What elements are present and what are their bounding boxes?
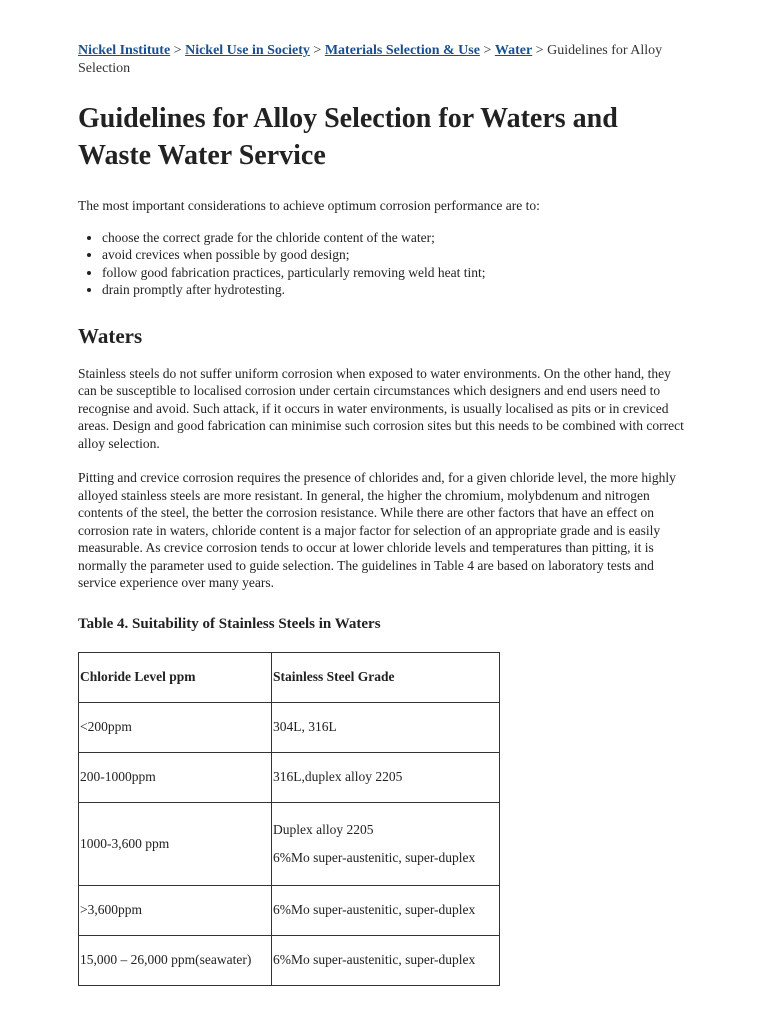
intro-text: The most important considerations to achieve optimum corrosion performance are to: xyxy=(78,198,540,213)
chloride-level-cell: >3,600ppm xyxy=(79,885,272,935)
steel-grade-cell xyxy=(272,935,500,985)
steel-grade-cell xyxy=(272,885,500,935)
table-header-cell: Stainless Steel Grade xyxy=(272,652,500,702)
table-row xyxy=(79,935,500,985)
table-row xyxy=(79,702,500,752)
breadcrumb-separator: > xyxy=(313,43,322,58)
waters-paragraph-2: Pitting and crevice corrosion requires the presence of chlorides and, for a given chloride level, the more highly alloyed stainless steels are more resistant. In general, the higher the chromium, molybdenum and nitrogen contents of the steel, the better the corrosion resistance. While there are other factors that have an effect on corrosion rate in waters, chloride content is a major factor for selection of an appropriate grade and is easily measurable. As crevice corrosion tends to occur at lower chloride levels and temperatures than pitting, it is normally the parameter used to guide selection. The guidelines in Table 4 are based on laboratory tests and service experience over many years. xyxy=(78,470,676,590)
considerations-list xyxy=(78,229,694,299)
chloride-level-cell: 200-1000ppm xyxy=(79,752,272,802)
breadcrumb-separator: > xyxy=(535,43,544,58)
steel-grade-cell xyxy=(272,802,500,885)
list-item: • follow good fabrication practices, particularly removing weld heat tint; xyxy=(102,264,694,282)
table-title: Table 4. Suitability of Stainless Steels in Waters xyxy=(78,615,381,632)
breadcrumb-separator: > xyxy=(483,43,492,58)
waters-paragraph-1: Stainless steels do not suffer uniform corrosion when exposed to water environments. On the other hand, they can be susceptible to localised corrosion under certain circumstances which designers and end users need to recognise and avoid. Such attack, if it occurs in water environments, is usually localised as pits or in creviced areas. Design and good fabrication can minimise such corrosion sites but this needs to be combined with correct alloy selection. xyxy=(78,365,684,451)
table-header-cell: Chloride Level ppm xyxy=(79,652,272,702)
list-item: • drain promptly after hydrotesting. xyxy=(102,281,694,299)
steel-grade-text: 6%Mo super-austenitic, super-duplex xyxy=(273,902,476,917)
chloride-level-cell: 1000-3,600 ppm xyxy=(79,802,272,885)
breadcrumb-link-nickel-use-in-society[interactable]: Nickel Use in Society xyxy=(185,43,310,58)
steel-grade-text: 316L,duplex alloy 2205 xyxy=(273,769,403,784)
steel-grade-text: 6%Mo super-austenitic, super-duplex xyxy=(273,952,476,967)
list-item: • choose the correct grade for the chloride content of the water; xyxy=(102,229,694,247)
table-row xyxy=(79,885,500,935)
steel-grade-text: Duplex alloy 2205 xyxy=(273,821,374,837)
page-title: Guidelines for Alloy Selection for Waters and Waste Water Service xyxy=(78,103,618,171)
chloride-level-cell: <200ppm xyxy=(79,702,272,752)
steel-grade-text: 304L, 316L xyxy=(273,719,337,734)
table-row xyxy=(79,802,500,885)
steel-grade-text: 6%Mo super-austenitic, super-duplex xyxy=(273,849,476,865)
steel-grade-cell xyxy=(272,752,500,802)
table-row xyxy=(79,752,500,802)
breadcrumb-link-materials-selection[interactable]: Materials Selection & Use xyxy=(324,43,480,58)
chloride-level-cell: 15,000 – 26,000 ppm(seawater) xyxy=(79,935,272,985)
section-heading-waters: Waters xyxy=(78,323,143,348)
document-page xyxy=(78,42,694,986)
steel-grade-cell xyxy=(272,702,500,752)
breadcrumb-link-water[interactable]: Water xyxy=(494,43,533,58)
list-item: • avoid crevices when possible by good design; xyxy=(102,246,694,264)
breadcrumb-separator: > xyxy=(173,43,182,58)
breadcrumb-current: Guidelines for Alloy Selection xyxy=(78,43,663,76)
breadcrumb xyxy=(78,42,678,78)
suitability-table xyxy=(78,652,500,986)
breadcrumb-link-nickel-institute[interactable]: Nickel Institute xyxy=(78,43,171,58)
table-header-row xyxy=(79,652,500,702)
